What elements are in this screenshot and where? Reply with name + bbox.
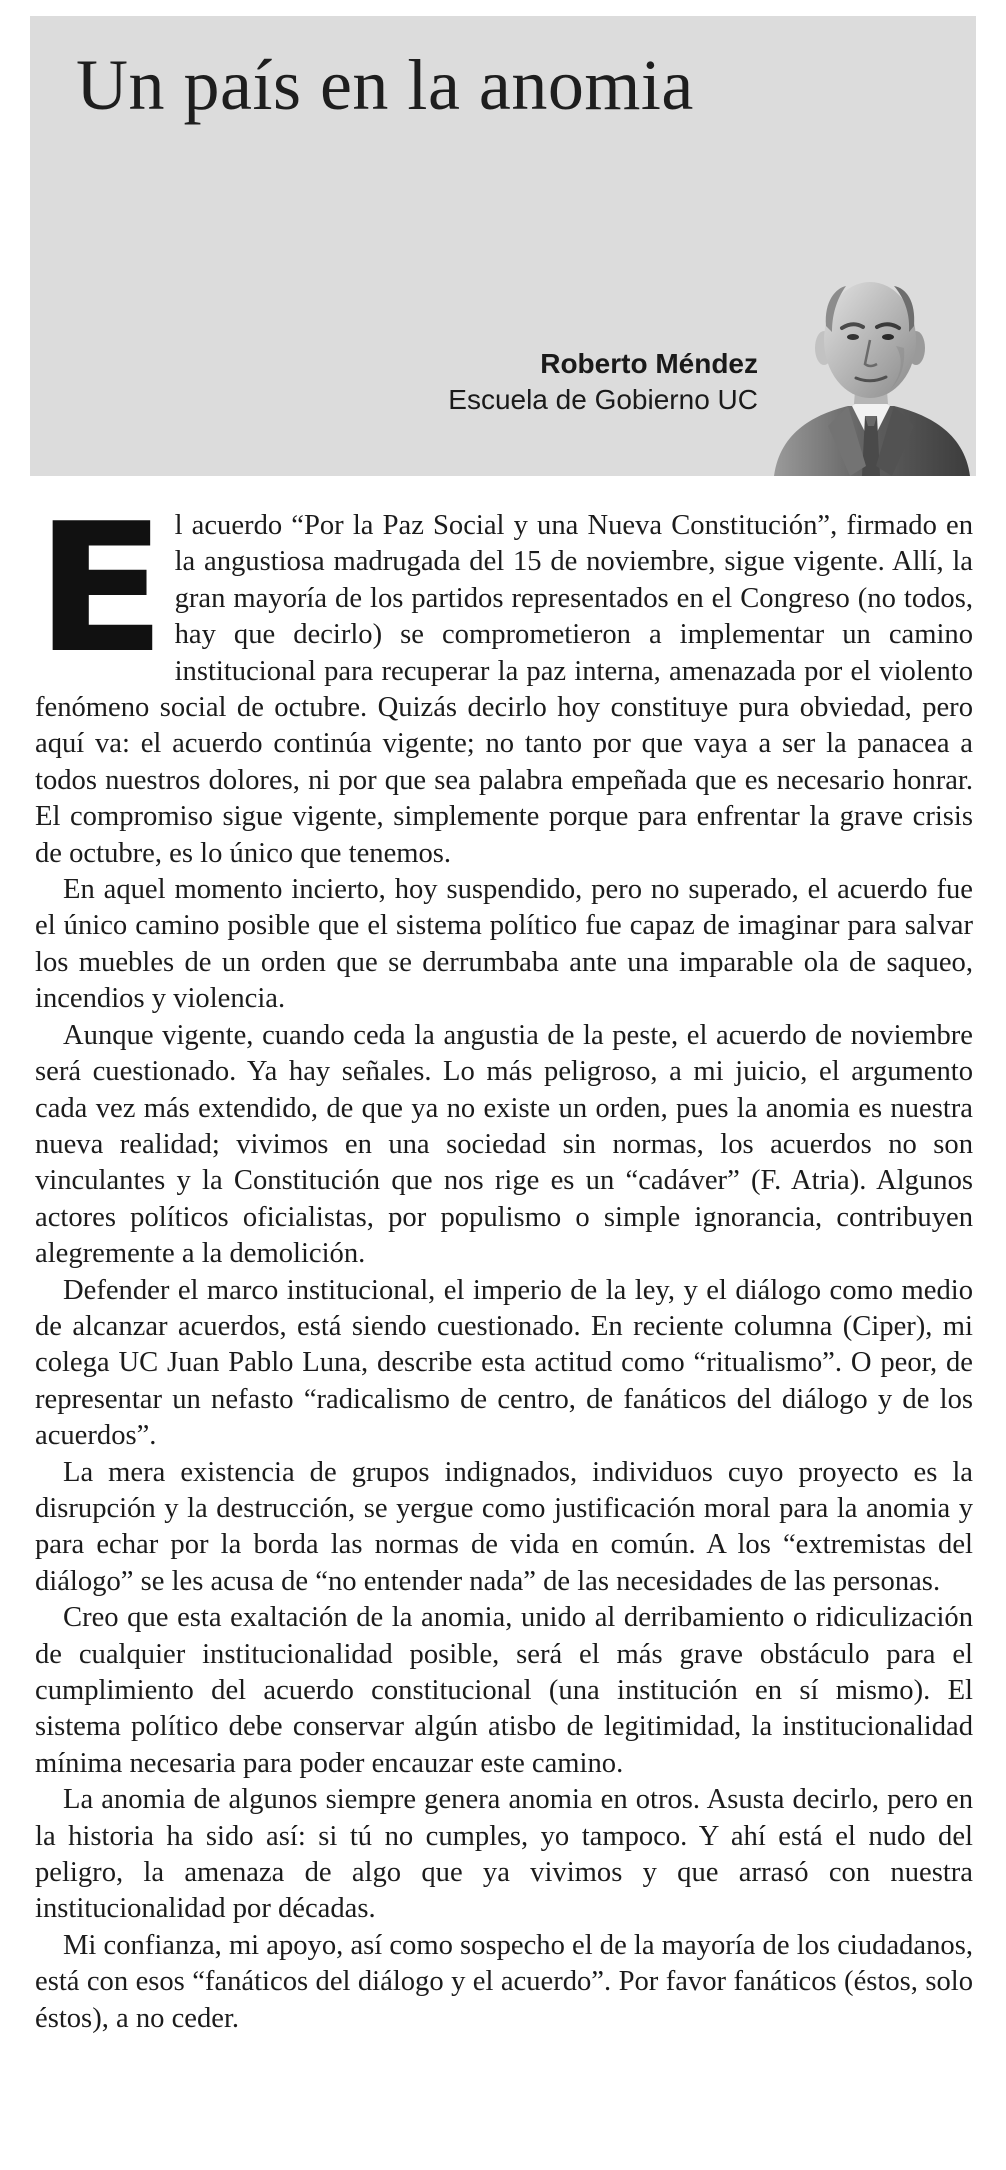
- article-paragraph: La anomia de algunos siempre genera anomia en otros. Asusta decirlo, pero en la historia ha sido así: si tú no cumples, yo tampoco. Y ahí está el nudo del peligro, la amenaza de algo que ya vivimos y que arrasó con nuestra institucionalidad por décadas.: [35, 1784, 973, 1925]
- article-paragraph: [35, 485, 973, 872]
- author-name: Roberto Méndez: [540, 348, 758, 379]
- article-paragraph: Defender el marco institucional, el imperio de la ley, y el diálogo como medio de alcanzar acuerdos, está siendo cuestionado. En reciente columna (Ciper), mi colega UC Juan Pablo Luna, describe esta actitud como “ritualismo”. O peor, de representar un nefasto “radicalismo de centro, de fanáticos del diálogo y de los acuerdos”.: [35, 1274, 973, 1452]
- drop-cap: E: [35, 485, 167, 692]
- article-title: Un país en la anomia: [76, 45, 694, 125]
- article-paragraph: Aunque vigente, cuando ceda la angustia de la peste, el acuerdo de noviembre será cuestionado. Ya hay señales. Lo más peligroso, a mi juicio, el argumento cada vez más extendido, de que ya no existe un orden, pues la anomia es nuestra nueva realidad; vivimos en una sociedad sin normas, los acuerdos no son vinculantes y la Constitución que nos rige es un “cadáver” (F. Atria). Algunos actores políticos oficialistas, por populismo o simple ignorancia, contribuyen alegremente a la demolición.: [35, 1019, 973, 1270]
- byline: [448, 346, 758, 419]
- article-header: [30, 16, 976, 476]
- article-paragraph: En aquel momento incierto, hoy suspendido, pero no superado, el acuerdo fue el único camino posible que el sistema político fue capaz de imaginar para salvar los muebles de un orden que se derrumbaba ante una imparable ola de saqueo, incendios y violencia.: [35, 874, 973, 1015]
- article-paragraph: Mi confianza, mi apoyo, así como sospecho el de la mayoría de los ciudadanos, está con esos “fanáticos del diálogo y el acuerdo”. Por favor fanáticos (éstos, solo éstos), a no ceder.: [35, 1929, 973, 2034]
- author-affiliation: Escuela de Gobierno UC: [448, 384, 758, 416]
- article-body: [35, 485, 973, 2037]
- paragraph-text: l acuerdo “Por la Paz Social y una Nueva Constitución”, firmado en la angustiosa madrugada del 15 de noviembre, sigue vigente. Allí, la gran mayoría de los partidos representados en el Congreso (no todos, hay que decirlo) se comprometieron a implementar un camino institucional para recuperar la paz interna, amenazada por el violento fenómeno social de octubre. Quizás decirlo hoy constituye pura obviedad, pero aquí va: el acuerdo continúa vigente; no tanto por que vaya a ser la panacea a todos nuestros dolores, ni por que sea palabra empeñada que es necesario honrar. El compromiso sigue vigente, simplemente porque para enfrentar la grave crisis de octubre, es lo único que tenemos.: [35, 510, 973, 869]
- article-paragraph: Creo que esta exaltación de la anomia, unido al derribamiento o ridiculización de cualquier institucionalidad posible, será el más grave obstáculo para el cumplimiento del acuerdo constitucional (una institución en sí mismo). El sistema político debe conservar algún atisbo de legitimidad, la institucionalidad mínima necesaria para poder encauzar este camino.: [35, 1602, 973, 1779]
- article-paragraph: La mera existencia de grupos indignados, individuos cuyo proyecto es la disrupción y la destrucción, se yergue como justificación moral para la anomia y para echar por la borda las normas de vida en común. A los “extremistas del diálogo” se les acusa de “no entender nada” de las necesidades de las personas.: [35, 1456, 973, 1597]
- author-portrait: [766, 266, 976, 476]
